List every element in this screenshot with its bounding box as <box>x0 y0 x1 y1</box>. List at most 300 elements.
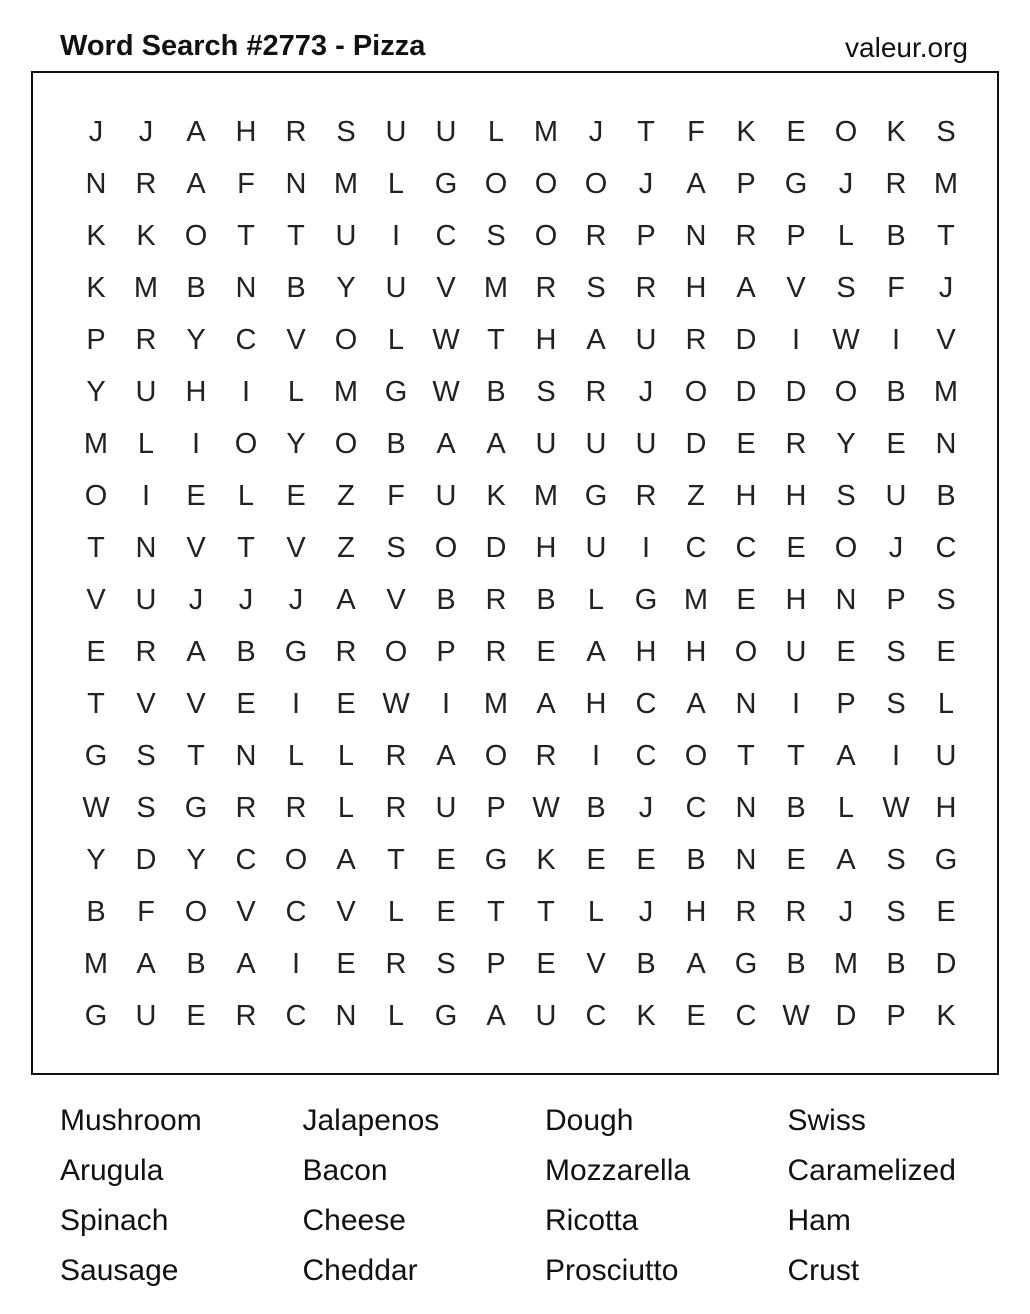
grid-letter: D <box>735 375 757 408</box>
grid-letter: C <box>635 739 657 772</box>
grid-letter: U <box>135 375 157 408</box>
grid-letter: S <box>336 115 356 148</box>
grid-letter: U <box>635 427 657 460</box>
grid-letter: K <box>936 999 956 1032</box>
grid-letter: R <box>635 479 657 512</box>
grid-letter: H <box>785 479 807 512</box>
word-list-item: Ricotta <box>545 1204 639 1237</box>
grid-letter: E <box>786 115 806 148</box>
grid-letter: B <box>536 583 556 616</box>
grid-letter: E <box>736 583 756 616</box>
grid-letter: I <box>291 687 301 720</box>
grid-letter: B <box>886 375 906 408</box>
grid-letter: R <box>585 219 607 252</box>
grid-letter: P <box>436 635 456 668</box>
grid-letter: J <box>638 167 654 200</box>
grid-letter: P <box>86 323 106 356</box>
grid-letter: V <box>186 531 206 564</box>
grid-letter: A <box>686 167 706 200</box>
grid-letter: I <box>241 375 251 408</box>
grid-letter: U <box>435 791 457 824</box>
grid-letter: B <box>86 895 106 928</box>
grid-letter: K <box>736 115 756 148</box>
grid-letter: N <box>135 531 157 564</box>
grid-letter: I <box>891 323 901 356</box>
grid-letter: M <box>933 167 959 200</box>
grid-letter: C <box>635 687 657 720</box>
word-list-item: Spinach <box>60 1204 169 1237</box>
grid-letter: A <box>336 843 356 876</box>
grid-letter: W <box>382 687 410 720</box>
grid-letter: N <box>735 791 757 824</box>
word-list <box>60 1096 1030 1296</box>
grid-letter: P <box>486 947 506 980</box>
grid-letter: L <box>387 895 405 928</box>
grid-letter: S <box>436 947 456 980</box>
grid-letter: B <box>686 843 706 876</box>
grid-letter: H <box>735 479 757 512</box>
grid-letter: L <box>587 895 605 928</box>
word-list-item: Dough <box>545 1104 634 1137</box>
grid-letter: O <box>334 323 358 356</box>
grid-letter: U <box>435 479 457 512</box>
grid-letter: F <box>137 895 155 928</box>
grid-letter: Y <box>286 427 306 460</box>
grid-letter: J <box>888 531 904 564</box>
grid-letter: S <box>886 895 906 928</box>
grid-letter: R <box>335 635 357 668</box>
grid-letter: V <box>786 271 806 304</box>
grid-letter: C <box>285 999 307 1032</box>
grid-letter: A <box>436 427 456 460</box>
grid-letter: D <box>485 531 507 564</box>
grid-letter: U <box>385 115 407 148</box>
grid-letter: G <box>434 167 458 200</box>
grid-letter: R <box>135 635 157 668</box>
grid-letter: K <box>636 999 656 1032</box>
grid-letter: G <box>284 635 308 668</box>
grid-letter: Y <box>186 323 206 356</box>
grid-letter: S <box>136 791 156 824</box>
grid-letter: B <box>286 271 306 304</box>
grid-letter: D <box>135 843 157 876</box>
grid-letter: P <box>886 999 906 1032</box>
grid-letter: J <box>638 791 654 824</box>
grid-letter: R <box>235 999 257 1032</box>
grid-letter: O <box>184 219 208 252</box>
grid-letter: Z <box>337 531 355 564</box>
grid-letter: N <box>735 687 757 720</box>
grid-letter: S <box>936 583 956 616</box>
puzzle-frame <box>31 71 999 1075</box>
grid-letter: K <box>86 219 106 252</box>
grid-letter: H <box>535 531 557 564</box>
grid-letter: W <box>782 999 810 1032</box>
word-list-item: Crust <box>787 1254 860 1287</box>
grid-letter: U <box>435 115 457 148</box>
word-list-item: Cheddar <box>302 1254 418 1287</box>
grid-letter: A <box>336 583 356 616</box>
grid-letter: U <box>635 323 657 356</box>
grid-letter: N <box>235 271 257 304</box>
grid-letter: L <box>287 739 305 772</box>
grid-letter: O <box>584 167 608 200</box>
grid-letter: J <box>288 583 304 616</box>
word-list-item: Caramelized <box>787 1154 956 1187</box>
word-list-item: Swiss <box>787 1104 866 1137</box>
grid-letter: B <box>436 583 456 616</box>
grid-letter: T <box>87 687 105 720</box>
grid-letter: R <box>285 115 307 148</box>
grid-letter: E <box>636 843 656 876</box>
grid-letter: L <box>137 427 155 460</box>
grid-letter: N <box>685 219 707 252</box>
grid-letter: R <box>785 427 807 460</box>
grid-letter: B <box>936 479 956 512</box>
grid-letter: M <box>933 375 959 408</box>
grid-letter: O <box>734 635 758 668</box>
grid-letter: E <box>686 999 706 1032</box>
grid-letter: H <box>685 895 707 928</box>
grid-letter: T <box>237 219 255 252</box>
grid-letter: J <box>238 583 254 616</box>
word-list-item: Jalapenos <box>302 1104 440 1137</box>
grid-letter: B <box>786 791 806 824</box>
letter-grid <box>71 106 971 1042</box>
grid-letter: B <box>636 947 656 980</box>
grid-letter: R <box>135 323 157 356</box>
grid-letter: C <box>735 531 757 564</box>
grid-letter: S <box>886 843 906 876</box>
grid-letter: N <box>735 843 757 876</box>
grid-letter: T <box>487 895 505 928</box>
grid-letter: J <box>838 895 854 928</box>
grid-letter: T <box>187 739 205 772</box>
grid-letter: L <box>337 791 355 824</box>
grid-letter: V <box>186 687 206 720</box>
grid-letter: Z <box>687 479 705 512</box>
grid-letter: H <box>685 635 707 668</box>
grid-letter: E <box>886 427 906 460</box>
grid-letter: R <box>635 271 657 304</box>
grid-letter: A <box>586 323 606 356</box>
grid-letter: S <box>836 271 856 304</box>
word-list-item: Arugula <box>60 1154 164 1187</box>
grid-letter: B <box>886 947 906 980</box>
grid-letter: T <box>737 739 755 772</box>
grid-letter: G <box>934 843 958 876</box>
grid-letter: I <box>291 947 301 980</box>
grid-letter: A <box>186 167 206 200</box>
grid-letter: E <box>586 843 606 876</box>
grid-letter: S <box>886 635 906 668</box>
grid-letter: N <box>335 999 357 1032</box>
grid-letter: I <box>641 531 651 564</box>
grid-letter: C <box>435 219 457 252</box>
grid-letter: O <box>534 219 558 252</box>
grid-letter: B <box>236 635 256 668</box>
grid-letter: N <box>835 583 857 616</box>
grid-letter: L <box>587 583 605 616</box>
grid-letter: S <box>836 479 856 512</box>
site-name: valeur.org <box>845 32 968 63</box>
grid-letter: E <box>186 479 206 512</box>
grid-letter: E <box>736 427 756 460</box>
grid-letter: C <box>285 895 307 928</box>
grid-letter: H <box>785 583 807 616</box>
grid-letter: D <box>785 375 807 408</box>
grid-letter: Y <box>86 843 106 876</box>
grid-letter: A <box>236 947 256 980</box>
grid-letter: L <box>837 219 855 252</box>
grid-letter: A <box>736 271 756 304</box>
grid-letter: M <box>533 479 559 512</box>
grid-letter: M <box>333 167 359 200</box>
grid-letter: R <box>885 167 907 200</box>
grid-letter: D <box>685 427 707 460</box>
grid-letter: P <box>836 687 856 720</box>
grid-letter: O <box>834 375 858 408</box>
grid-letter: R <box>235 791 257 824</box>
grid-letter: G <box>784 167 808 200</box>
grid-letter: S <box>586 271 606 304</box>
grid-letter: V <box>336 895 356 928</box>
grid-letter: E <box>836 635 856 668</box>
grid-letter: E <box>786 531 806 564</box>
grid-letter: F <box>687 115 705 148</box>
grid-letter: V <box>436 271 456 304</box>
grid-letter: E <box>936 635 956 668</box>
grid-letter: O <box>284 843 308 876</box>
grid-letter: L <box>837 791 855 824</box>
grid-letter: Y <box>86 375 106 408</box>
grid-letter: W <box>532 791 560 824</box>
grid-letter: M <box>683 583 709 616</box>
grid-letter: U <box>335 219 357 252</box>
grid-letter: I <box>441 687 451 720</box>
grid-letter: U <box>535 999 557 1032</box>
grid-letter: D <box>735 323 757 356</box>
grid-letter: A <box>136 947 156 980</box>
grid-letter: S <box>536 375 556 408</box>
grid-letter: V <box>86 583 106 616</box>
grid-letter: O <box>184 895 208 928</box>
grid-letter: G <box>384 375 408 408</box>
grid-letter: I <box>791 687 801 720</box>
grid-letter: L <box>387 999 405 1032</box>
grid-letter: E <box>936 895 956 928</box>
grid-letter: N <box>85 167 107 200</box>
grid-letter: M <box>483 271 509 304</box>
grid-letter: R <box>735 895 757 928</box>
grid-letter: C <box>235 843 257 876</box>
grid-letter: L <box>387 167 405 200</box>
grid-letter: J <box>638 895 654 928</box>
grid-letter: P <box>486 791 506 824</box>
grid-letter: R <box>485 635 507 668</box>
grid-letter: R <box>535 739 557 772</box>
grid-letter: E <box>186 999 206 1032</box>
grid-letter: H <box>235 115 257 148</box>
grid-letter: K <box>536 843 556 876</box>
grid-letter: A <box>486 427 506 460</box>
grid-letter: P <box>786 219 806 252</box>
grid-letter: B <box>486 375 506 408</box>
grid-letter: A <box>186 635 206 668</box>
grid-letter: C <box>235 323 257 356</box>
grid-letter: A <box>836 843 856 876</box>
grid-letter: A <box>486 999 506 1032</box>
grid-letter: G <box>634 583 658 616</box>
grid-letter: O <box>434 531 458 564</box>
grid-letter: B <box>186 947 206 980</box>
grid-letter: U <box>935 739 957 772</box>
grid-letter: D <box>935 947 957 980</box>
grid-letter: R <box>785 895 807 928</box>
grid-letter: S <box>136 739 156 772</box>
grid-letter: R <box>485 583 507 616</box>
grid-letter: R <box>735 219 757 252</box>
grid-letter: O <box>834 115 858 148</box>
grid-letter: M <box>483 687 509 720</box>
grid-letter: W <box>82 791 110 824</box>
word-list-item: Prosciutto <box>545 1254 679 1287</box>
grid-letter: A <box>186 115 206 148</box>
grid-letter: U <box>135 583 157 616</box>
grid-letter: G <box>84 999 108 1032</box>
grid-letter: J <box>188 583 204 616</box>
grid-letter: O <box>684 375 708 408</box>
grid-letter: C <box>935 531 957 564</box>
grid-letter: U <box>385 271 407 304</box>
grid-letter: G <box>484 843 508 876</box>
grid-letter: S <box>886 687 906 720</box>
grid-letter: U <box>885 479 907 512</box>
grid-letter: T <box>487 323 505 356</box>
grid-letter: S <box>386 531 406 564</box>
grid-letter: J <box>838 167 854 200</box>
grid-letter: L <box>237 479 255 512</box>
grid-letter: T <box>787 739 805 772</box>
grid-letter: A <box>536 687 556 720</box>
grid-letter: J <box>638 375 654 408</box>
page-title: Word Search #2773 - Pizza <box>60 30 426 62</box>
grid-letter: J <box>588 115 604 148</box>
grid-letter: H <box>535 323 557 356</box>
grid-letter: I <box>141 479 151 512</box>
grid-letter: U <box>785 635 807 668</box>
grid-letter: Y <box>336 271 356 304</box>
grid-letter: B <box>586 791 606 824</box>
grid-letter: D <box>835 999 857 1032</box>
grid-letter: I <box>891 739 901 772</box>
grid-letter: R <box>285 791 307 824</box>
grid-letter: T <box>287 219 305 252</box>
grid-letter: M <box>83 427 109 460</box>
grid-letter: A <box>686 687 706 720</box>
grid-letter: E <box>436 895 456 928</box>
grid-letter: P <box>886 583 906 616</box>
grid-letter: N <box>235 739 257 772</box>
grid-letter: R <box>535 271 557 304</box>
grid-letter: V <box>236 895 256 928</box>
grid-letter: R <box>385 739 407 772</box>
grid-letter: I <box>791 323 801 356</box>
grid-letter: V <box>936 323 956 356</box>
grid-letter: M <box>833 947 859 980</box>
grid-letter: T <box>637 115 655 148</box>
grid-letter: H <box>935 791 957 824</box>
grid-letter: U <box>135 999 157 1032</box>
grid-letter: C <box>685 531 707 564</box>
grid-letter: T <box>237 531 255 564</box>
grid-letter: A <box>686 947 706 980</box>
grid-letter: H <box>635 635 657 668</box>
grid-letter: I <box>591 739 601 772</box>
grid-letter: P <box>736 167 756 200</box>
grid-letter: N <box>285 167 307 200</box>
grid-letter: W <box>432 375 460 408</box>
grid-letter: A <box>836 739 856 772</box>
grid-letter: G <box>734 947 758 980</box>
grid-letter: L <box>337 739 355 772</box>
word-list-item: Bacon <box>302 1154 388 1187</box>
grid-letter: P <box>636 219 656 252</box>
grid-letter: K <box>886 115 906 148</box>
grid-letter: G <box>434 999 458 1032</box>
grid-letter: L <box>287 375 305 408</box>
grid-letter: R <box>685 323 707 356</box>
grid-letter: S <box>486 219 506 252</box>
grid-letter: O <box>484 739 508 772</box>
grid-letter: S <box>936 115 956 148</box>
grid-letter: C <box>735 999 757 1032</box>
grid-letter: H <box>585 687 607 720</box>
grid-letter: M <box>133 271 159 304</box>
grid-letter: H <box>185 375 207 408</box>
grid-letter: O <box>84 479 108 512</box>
grid-letter: B <box>786 947 806 980</box>
grid-letter: Y <box>836 427 856 460</box>
grid-letter: R <box>385 947 407 980</box>
grid-letter: C <box>585 999 607 1032</box>
grid-letter: T <box>937 219 955 252</box>
grid-letter: G <box>584 479 608 512</box>
grid-letter: F <box>387 479 405 512</box>
grid-letter: V <box>586 947 606 980</box>
grid-letter: E <box>286 479 306 512</box>
grid-letter: H <box>685 271 707 304</box>
grid-letter: K <box>86 271 106 304</box>
grid-letter: U <box>535 427 557 460</box>
grid-letter: W <box>882 791 910 824</box>
grid-letter: L <box>387 323 405 356</box>
grid-letter: U <box>585 531 607 564</box>
grid-letter: L <box>487 115 505 148</box>
grid-letter: K <box>486 479 506 512</box>
grid-letter: V <box>286 323 306 356</box>
grid-letter: E <box>436 843 456 876</box>
grid-letter: J <box>138 115 154 148</box>
grid-letter: O <box>384 635 408 668</box>
grid-letter: W <box>832 323 860 356</box>
grid-letter: O <box>534 167 558 200</box>
grid-letter: B <box>386 427 406 460</box>
grid-letter: R <box>585 375 607 408</box>
word-list-item: Mozzarella <box>545 1154 691 1187</box>
grid-letter: B <box>886 219 906 252</box>
grid-letter: E <box>236 687 256 720</box>
